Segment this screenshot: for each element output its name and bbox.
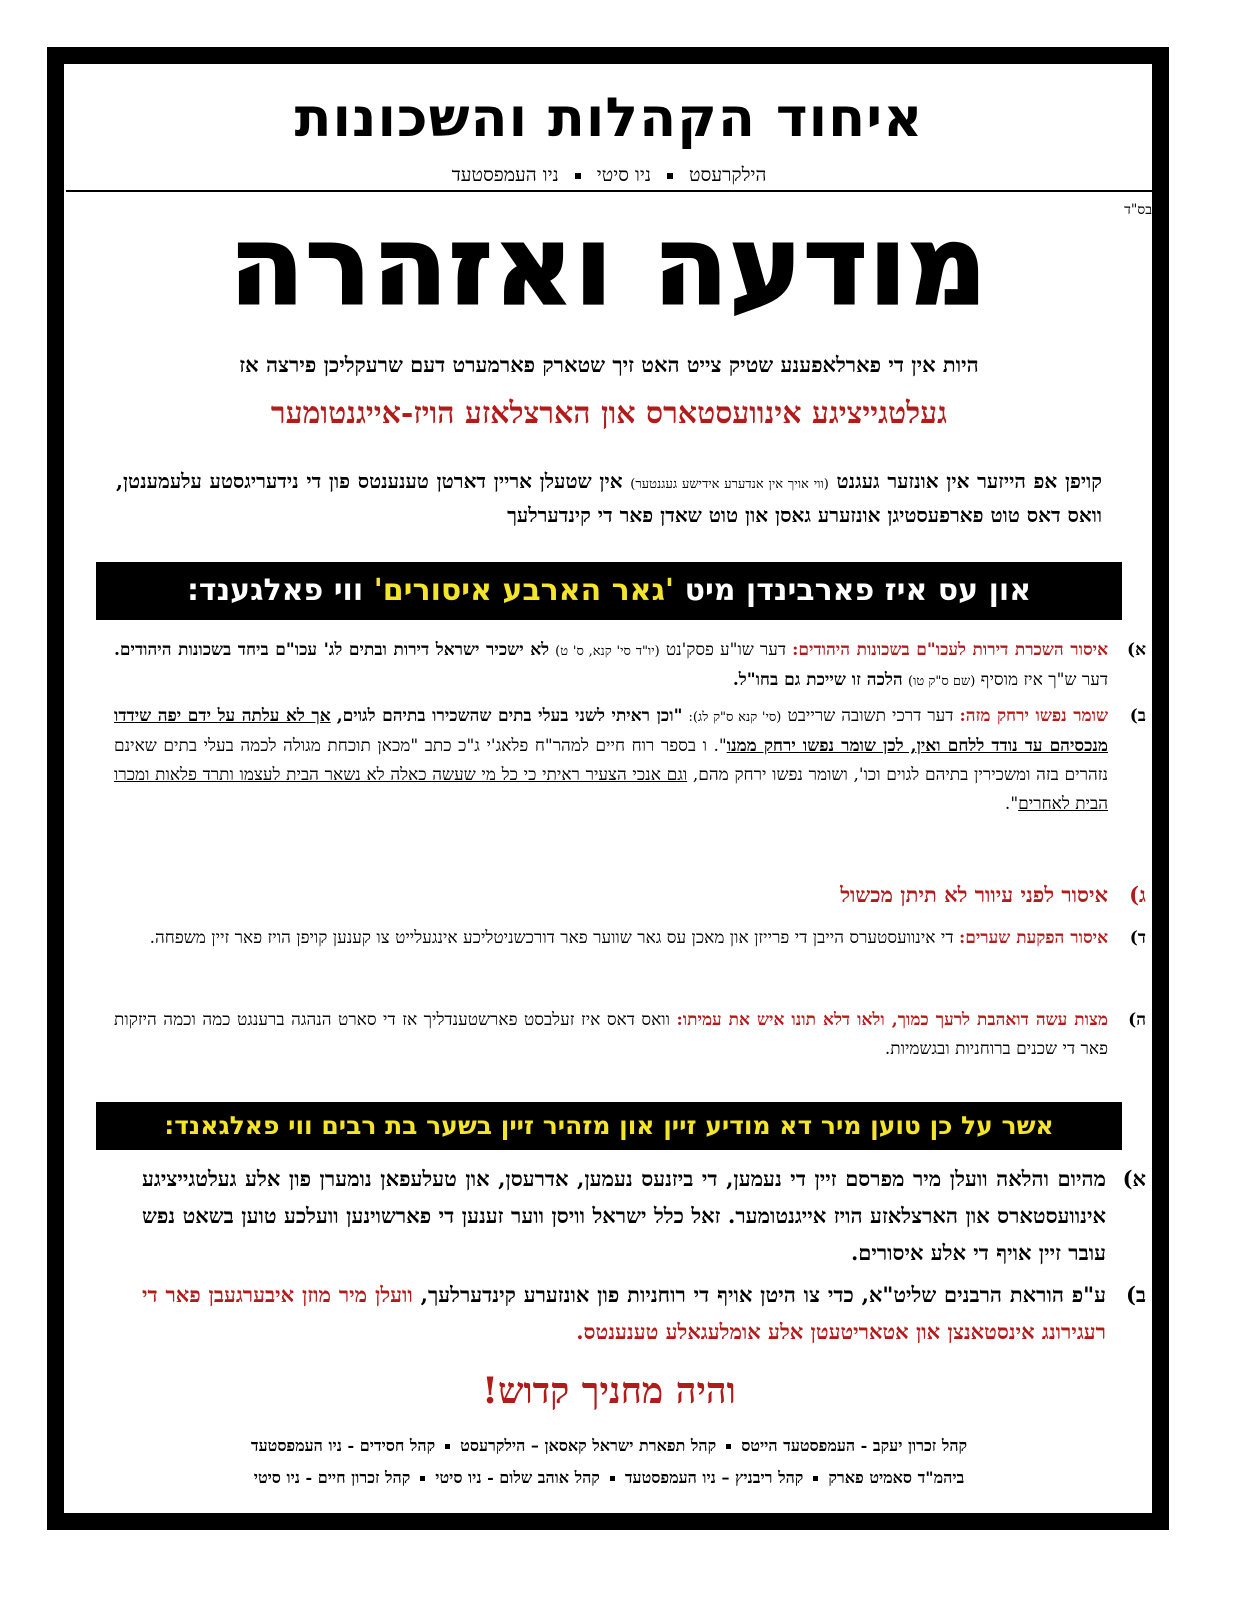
prohibition-item <box>114 636 1146 696</box>
intro-line: היות אין די פארלאפענע שטיק צייט האט זיך שטארק פארמערט דעם שרעקליכן פירצה אז <box>239 352 979 377</box>
signatures-row-2 <box>66 1468 1152 1488</box>
decision-item <box>142 1276 1146 1350</box>
item-source: (סי' קנא ס"ק לג): <box>688 710 782 725</box>
item-letter: א) <box>1127 640 1146 660</box>
locations-line <box>66 164 1152 187</box>
signature: קהל תפארת ישראל קאסאן – הילקרעסט <box>460 1436 717 1455</box>
signature: קהל זכרון חיים - ניו סיטי <box>253 1468 411 1487</box>
item-heading: מצות עשה דואהבת לרעך כמוך, ולאו דלא תונו איש את עמיתו: <box>676 1010 1108 1030</box>
bullet-icon <box>420 1476 425 1481</box>
item-letter: ד) <box>1129 928 1146 948</box>
item-heading: איסור השכרת דירות לעכו"ם בשכונות היהודים: <box>792 640 1108 660</box>
banner-text: אשר על כן טוען מיר דא מודיע זיין און מזהיר זיין בשער בת רבים ווי פאלגאנד: <box>164 1111 1054 1140</box>
location-new-city: ניו סיטי <box>596 164 652 186</box>
item-underlined-text: אך לא עלתה על ידם יפה שידדו מנכסיהם עד נודד ללחם ואין, לכן שומר נפשו ירחק ממנו <box>114 706 1108 756</box>
main-title: מודעה ואזהרה <box>229 204 989 329</box>
prohibition-item <box>114 880 1146 910</box>
signature: קהל אוהב שלום - ניו סיטי <box>435 1468 600 1487</box>
decision-banner <box>96 1102 1122 1150</box>
bullet-icon <box>813 1476 818 1481</box>
banner-text: און עס איז פארבינדן מיט <box>684 573 1032 608</box>
item-heading: איסור לפני עיוור לא תיתן מכשול <box>840 882 1108 907</box>
paragraph-aside: (ווי אויך אין אנדערע אידישע געגנטער) <box>630 477 829 492</box>
signature: קהל חסידים - ניו העמפסטעד <box>250 1436 436 1455</box>
item-source: (שם ס"ק טו) <box>908 674 976 689</box>
prohibition-item <box>114 1006 1146 1064</box>
prohibition-item <box>114 702 1146 819</box>
banner-highlight: 'גאר הארבע איסורים' <box>373 573 675 608</box>
item-letter: ב) <box>1125 1282 1146 1307</box>
prohibition-item <box>114 924 1146 953</box>
signature: ביהמ"ד סאמיט פארק <box>828 1468 965 1487</box>
item-text: ". ו בספר רוח חיים למהר"ח פלאג'י ג"כ כתב "מכאן תוכחת מגולה לכמה בעלי בתים שאינם נזהרים בזה ומשכירין בתיהם לגוים וכו', ושומר נפשו ירחק מהם, <box>114 736 1109 785</box>
signatures-row-1 <box>66 1436 1152 1456</box>
paragraph-text: קויפן אפ הייזער אין אונזער געגנט <box>836 469 1102 493</box>
prohibitions-banner <box>96 562 1122 620</box>
bsd-mark: בס"ד <box>1124 202 1152 218</box>
bullet-icon <box>667 173 673 179</box>
item-bold-text: הלכה זו שייכת גם בחו"ל. <box>732 670 903 690</box>
item-text: דער דרכי תשובה שרייבט <box>787 706 954 726</box>
poster-content <box>66 66 1152 1514</box>
item-text: דער ש"ך איז מוסיף <box>980 670 1108 690</box>
bullet-icon <box>445 1444 450 1449</box>
bullet-icon <box>575 173 581 179</box>
location-new-hempstead: ניו העמפסטעד <box>451 164 559 186</box>
bullet-icon <box>610 1476 615 1481</box>
header-divider <box>66 190 1152 192</box>
closing-line: והיה מחניך קדוש! <box>482 1370 736 1412</box>
intro-paragraph <box>116 466 1102 530</box>
item-text: וואס דאס איז זעלבסט פארשטענדליך אז די סארט הנהגה ברענגט כמה וכמה היזקות פאר די שכנים ברוחניות ובגשמיות. <box>114 1010 1108 1059</box>
item-bold-text: "וכן ראיתי לשני בעלי בתים שהשכירו בתיהם לגוים, <box>336 706 683 726</box>
item-letter: ב) <box>1129 706 1146 726</box>
item-underlined-text: וגם אנכי הצעיר ראיתי כי כל מי שעשה כאלה לא נשאר הבית לעצמו ותרד פלאות ומכרו הבית לאחרים <box>114 765 1108 814</box>
item-letter: ה) <box>1128 1010 1146 1030</box>
location-hillcrest: הילקרעסט <box>689 164 767 186</box>
item-source: (יו"ד סי' קנא, ס' ט) <box>555 644 660 659</box>
item-heading: שומר נפשו ירחק מזה: <box>959 706 1109 726</box>
banner-text: ווי פאלגענד: <box>186 573 364 608</box>
decision-item <box>142 1160 1146 1271</box>
organization-title: איחוד הקהלות והשכונות <box>294 86 924 149</box>
item-letter: א) <box>1122 1166 1146 1191</box>
item-letter: ג) <box>1129 882 1146 907</box>
bullet-icon <box>726 1444 731 1449</box>
signature: קהל זכרון יעקב - העמפסטעד הייטס <box>741 1436 968 1455</box>
decision-red-text: וועלן מיר מוזן איבערגעבן פאר די רעגירונג אינסטאנצן און אטאריטעטן אלע אומלעגאלע טענענטס. <box>142 1282 1106 1344</box>
red-heading: געלטגייציגע אינוועסטארס און הארצלאזע הויז-אייגנטומער <box>270 396 948 431</box>
item-text: ". <box>1004 794 1019 814</box>
signature: קהל ריבניץ – ניו העמפסטעד <box>624 1468 804 1487</box>
item-bold-text: לא ישכיר ישראל דירות ובתים לג' עכו"ם ביחד בשכונות היהודים. <box>114 640 550 660</box>
item-text: די אינוועסטערס הייבן די פרייזן און מאכן עס גאר שווער פאר דורכשניטליכע אינגעלייט צו קענען קויפן הויז פאר זיין משפחה. <box>149 928 954 948</box>
item-heading: איסור הפקעת שערים: <box>958 928 1108 948</box>
decision-text: ע"פ הוראת הרבנים שליט"א, כדי צו היטן אויף די רוחניות פון אונזערע קינדערלעך, <box>420 1282 1107 1307</box>
item-text: דער שו"ע פסק'נט <box>665 640 787 660</box>
paragraph-text: אין שטעלן אריין דארטן טענענטס פון די נידעריגסטע עלעמענטן, וואס דאס טוט פארפעסטיגן אונזערע גאסן און טוט שאדן פאר די קינדערלעך <box>116 469 1102 527</box>
decision-text: מהיום והלאה וועלן מיר מפרסם זיין די נעמען, די ביזנעס נעמען, אדרעסן, און טעלעפאן נומערן פון אלע געלטגייציגע אינוועסטארס און הארצלאזע הויז אייגנטומער. זאל כלל ישראל וויסן ווער זענען די פארשוינען וועלכע טוען בשאט נפש עובר זיין אויף די אלע איסורים. <box>142 1166 1106 1265</box>
